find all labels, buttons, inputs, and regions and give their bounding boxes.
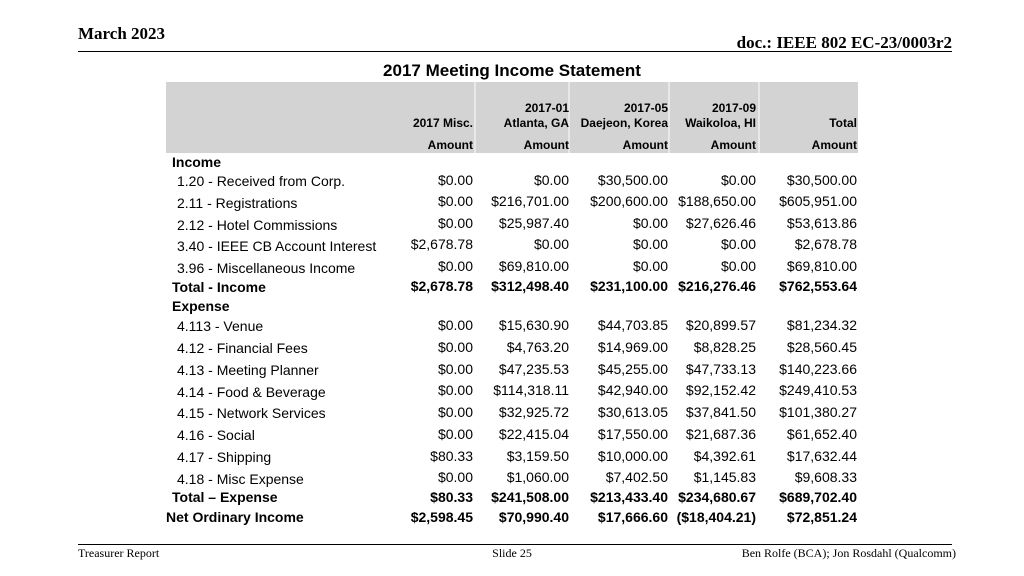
footer-left: Treasurer Report <box>78 546 160 560</box>
table-cell: $70,990.40 <box>498 509 569 525</box>
table-cell: $7,402.50 <box>605 469 668 485</box>
row-label: 4.113 - Venue <box>177 318 264 334</box>
table-cell: $231,100.00 <box>590 278 668 294</box>
table-cell: $762,553.64 <box>779 278 857 294</box>
total-row-label: Net Ordinary Income <box>166 509 304 525</box>
table-cell: $53,613.86 <box>786 215 857 231</box>
table-cell: $0.00 <box>437 193 473 209</box>
header-date: March 2023 <box>78 24 166 43</box>
table-cell: $45,255.00 <box>597 361 668 377</box>
table-cell: $0.00 <box>632 236 668 252</box>
table-cell: $2,678.78 <box>410 278 473 294</box>
total-row-label: Total – Expense <box>172 489 278 505</box>
row-label: 4.16 - Social <box>177 427 255 443</box>
table-cell: $14,969.00 <box>597 339 668 355</box>
row-label: 4.18 - Misc Expense <box>177 471 304 487</box>
table-cell: $188,650.00 <box>678 193 756 209</box>
table-cell: $0.00 <box>720 258 756 274</box>
column-header-line1: 2017-09 <box>711 101 756 115</box>
table-cell: $22,415.04 <box>498 426 569 442</box>
section-heading: Expense <box>172 298 230 314</box>
table-cell: $1,145.83 <box>693 469 756 485</box>
table-cell: $0.00 <box>437 361 473 377</box>
table-cell: $21,687.36 <box>685 426 756 442</box>
total-row-label: Total - Income <box>172 279 266 295</box>
table-cell: $47,235.53 <box>498 361 569 377</box>
row-label: 3.96 - Miscellaneous Income <box>177 260 356 276</box>
table-cell: $80.33 <box>430 489 473 505</box>
table-cell: $20,899.57 <box>685 317 756 333</box>
table-cell: $61,652.40 <box>786 426 857 442</box>
column-subheader: Amount <box>811 138 857 152</box>
table-cell: $200,600.00 <box>590 193 668 209</box>
column-header-line1 <box>717 101 857 116</box>
table-cell: $0.00 <box>632 258 668 274</box>
table-cell: $0.00 <box>437 339 473 355</box>
table-cell: $312,498.40 <box>491 278 569 294</box>
table-cell: $4,763.20 <box>506 339 569 355</box>
table-cell: $140,223.66 <box>779 361 857 377</box>
table-cell: $69,810.00 <box>498 258 569 274</box>
table-cell: $17,632.44 <box>786 448 857 464</box>
table-cell: $689,702.40 <box>779 489 857 505</box>
table-cell: $69,810.00 <box>786 258 857 274</box>
header-doc-id: doc.: IEEE 802 EC-23/0003r2 <box>736 33 952 52</box>
row-label: 4.12 - Financial Fees <box>177 340 308 356</box>
table-cell: $0.00 <box>437 215 473 231</box>
table-cell: $101,380.27 <box>779 404 857 420</box>
table-cell: $44,703.85 <box>597 317 668 333</box>
footer-slide-number: Slide 25 <box>492 546 532 560</box>
column-header-line2: Daejeon, Korea <box>580 116 668 130</box>
table-cell: $605,951.00 <box>779 193 857 209</box>
footer-authors: Ben Rolfe (BCA); Jon Rosdahl (Qualcomm) <box>741 546 956 560</box>
table-cell: $30,500.00 <box>786 172 857 188</box>
table-cell: $4,392.61 <box>693 448 756 464</box>
row-label: 4.13 - Meeting Planner <box>177 362 319 378</box>
table-cell: $8,828.25 <box>693 339 756 355</box>
table-cell: $2,598.45 <box>410 509 473 525</box>
table-cell: $30,613.05 <box>597 404 668 420</box>
footer-divider <box>78 544 952 545</box>
table-cell: $42,940.00 <box>597 382 668 398</box>
table-cell: $2,678.78 <box>794 236 857 252</box>
column-header-line1: 2017-01 <box>524 101 569 115</box>
table-cell: $0.00 <box>437 404 473 420</box>
table-cell: $249,410.53 <box>779 382 857 398</box>
table-cell: $0.00 <box>720 236 756 252</box>
table-cell: $81,234.32 <box>786 317 857 333</box>
table-cell: $1,060.00 <box>506 469 569 485</box>
row-label: 4.15 - Network Services <box>177 405 326 421</box>
table-cell: $25,987.40 <box>498 215 569 231</box>
table-cell: $0.00 <box>632 215 668 231</box>
table-cell: $28,560.45 <box>786 339 857 355</box>
table-cell: $15,630.90 <box>498 317 569 333</box>
page-title: 2017 Meeting Income Statement <box>383 61 641 80</box>
table-cell: $72,851.24 <box>786 509 857 525</box>
table-cell: $0.00 <box>437 317 473 333</box>
row-label: 2.12 - Hotel Commissions <box>177 217 338 233</box>
column-header-line2: Total <box>829 116 857 130</box>
table-cell: $10,000.00 <box>597 448 668 464</box>
table-cell: $0.00 <box>437 426 473 442</box>
table-cell: $213,433.40 <box>590 489 668 505</box>
row-label: 3.40 - IEEE CB Account Interest <box>177 238 377 254</box>
table-cell: $0.00 <box>437 382 473 398</box>
column-subheader: Amount <box>427 138 473 152</box>
table-cell: $32,925.72 <box>498 404 569 420</box>
table-cell: $216,701.00 <box>491 193 569 209</box>
column-subheader: Amount <box>710 138 756 152</box>
column-header-line2: Atlanta, GA <box>503 116 569 130</box>
row-label: 2.11 - Registrations <box>177 195 298 211</box>
row-label: 4.14 - Food & Beverage <box>177 384 326 400</box>
column-header-line2: 2017 Misc. <box>412 116 473 130</box>
column-header <box>717 101 857 131</box>
header-divider <box>78 51 952 52</box>
table-cell: $0.00 <box>437 469 473 485</box>
table-cell: $241,508.00 <box>491 489 569 505</box>
table-cell: $0.00 <box>437 172 473 188</box>
row-label: 4.17 - Shipping <box>177 449 272 465</box>
table-cell: $0.00 <box>720 172 756 188</box>
section-heading: Income <box>172 154 222 170</box>
row-label: 1.20 - Received from Corp. <box>177 173 346 189</box>
table-cell: $2,678.78 <box>410 236 473 252</box>
table-cell: $92,152.42 <box>685 382 756 398</box>
column-header-line1: 2017-05 <box>623 101 668 115</box>
table-cell: $9,608.33 <box>794 469 857 485</box>
table-cell: $0.00 <box>437 258 473 274</box>
table-cell: $0.00 <box>533 172 569 188</box>
table-cell: $3,159.50 <box>506 448 569 464</box>
table-cell: $37,841.50 <box>685 404 756 420</box>
table-cell: $80.33 <box>430 448 473 464</box>
table-cell: $17,550.00 <box>597 426 668 442</box>
table-cell: $216,276.46 <box>678 278 756 294</box>
table-cell: $114,318.11 <box>493 382 569 398</box>
column-header-line2: Waikoloa, HI <box>685 116 756 130</box>
table-cell: $17,666.60 <box>597 509 668 525</box>
column-subheader: Amount <box>523 138 569 152</box>
table-cell: $27,626.46 <box>685 215 756 231</box>
table-cell: $0.00 <box>533 236 569 252</box>
column-subheader: Amount <box>622 138 668 152</box>
table-cell: $30,500.00 <box>597 172 668 188</box>
table-cell: ($18,404.21) <box>676 509 756 525</box>
table-cell: $47,733.13 <box>685 361 756 377</box>
table-cell: $234,680.67 <box>678 489 756 505</box>
